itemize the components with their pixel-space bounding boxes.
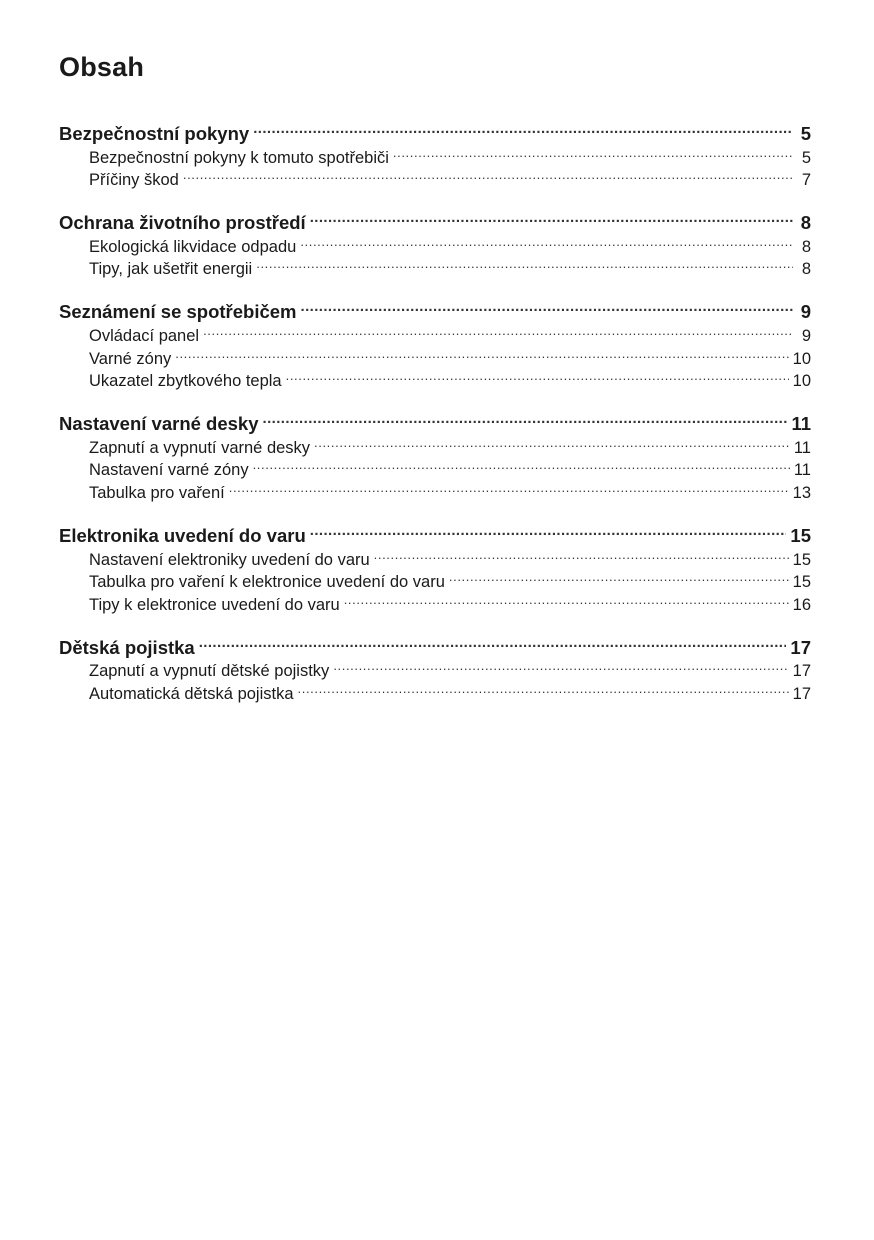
toc-subentry-label: Tipy k elektronice uvedení do varu: [89, 595, 340, 614]
toc-subentry-label: Tabulka pro vaření k elektronice uvedení do varu: [89, 573, 445, 592]
toc-page-number: 8: [800, 212, 811, 234]
dot-leader: [344, 587, 789, 610]
toc-chapter-label: Seznámení se spotřebičem: [59, 301, 297, 323]
toc-subentry-label: Automatická dětská pojistka: [89, 684, 294, 703]
toc-chapter-label: Elektronika uvedení do varu: [59, 524, 306, 546]
toc-section: [59, 630, 811, 703]
toc-page-number: 15: [790, 524, 811, 546]
dot-leader: [374, 542, 789, 565]
toc-subentry-label: Ukazatel zbytkového tepla: [89, 372, 282, 391]
toc-page-number: 17: [790, 636, 811, 658]
dot-leader: [253, 453, 790, 476]
toc-page-number: 15: [792, 573, 811, 592]
toc-chapter-entry[interactable]: [59, 406, 811, 435]
toc-page-number: 15: [792, 550, 811, 569]
toc-section: [59, 205, 811, 279]
toc-subentry-label: Tabulka pro vaření: [89, 483, 225, 502]
toc-subentry-label: Nastavení elektroniky uvedení do varu: [89, 550, 370, 569]
toc-subentry-label: Nastavení varné zóny: [89, 461, 249, 480]
toc-page-number: 9: [800, 301, 811, 323]
toc-page-number: 8: [801, 237, 811, 256]
dot-leader: [314, 430, 790, 453]
toc-chapter-entry[interactable]: [59, 294, 811, 323]
toc-page-number: 7: [801, 171, 811, 190]
toc-page-number: 11: [793, 438, 811, 457]
dot-leader: [449, 565, 789, 588]
dot-leader: [175, 341, 788, 364]
toc-page-number: 9: [801, 326, 811, 345]
toc-page-number: 16: [792, 595, 811, 614]
toc-page-number: 17: [792, 684, 811, 703]
toc-chapter-label: Bezpečnostní pokyny: [59, 123, 250, 144]
dot-leader: [286, 364, 789, 387]
toc-subentry-label: Příčiny škod: [89, 171, 179, 190]
toc-subentry-label: Bezpečnostní pokyny k tomuto spotřebiči: [89, 148, 389, 167]
dot-leader: [333, 654, 788, 677]
dot-leader: [256, 252, 793, 275]
toc-subentry-label: Ekologická likvidace odpadu: [89, 237, 297, 256]
dot-leader: [229, 475, 789, 498]
toc-section: [59, 406, 811, 502]
dot-leader: [300, 229, 793, 252]
dot-leader: [183, 163, 793, 186]
toc-page-number: 10: [792, 372, 811, 391]
toc-page-number: 8: [801, 260, 811, 279]
toc-page-number: 5: [801, 148, 811, 167]
toc-chapter-entry[interactable]: [59, 116, 811, 144]
toc-chapter-label: Ochrana životního prostředí: [59, 212, 306, 234]
dot-leader: [393, 140, 793, 163]
toc-chapter-label: Nastavení varné desky: [59, 413, 259, 435]
toc-subentry-label: Varné zóny: [89, 349, 172, 368]
toc-section: [59, 116, 811, 190]
dot-leader: [253, 116, 793, 140]
table-of-contents: [59, 116, 811, 719]
page-title: Obsah: [59, 52, 145, 82]
toc-page-number: 5: [800, 123, 811, 144]
toc-page-number: 11: [793, 461, 811, 480]
toc-chapter-entry[interactable]: [59, 518, 811, 546]
toc-subentry-label: Ovládací panel: [89, 326, 200, 345]
toc-chapter-label: Dětská pojistka: [59, 636, 195, 658]
toc-page-number: 13: [792, 483, 811, 502]
toc-chapter-entry[interactable]: [59, 205, 811, 234]
dot-leader: [263, 406, 788, 430]
toc-page-number: 11: [791, 413, 811, 435]
dot-leader: [203, 318, 793, 341]
toc-section: [59, 294, 811, 391]
toc-page-number: 17: [792, 662, 811, 681]
dot-leader: [301, 294, 793, 318]
toc-page-number: 10: [792, 349, 811, 368]
dot-leader: [310, 205, 793, 229]
toc-subentry-label: Zapnutí a vypnutí dětské pojistky: [89, 662, 330, 681]
toc-subentry-label: Zapnutí a vypnutí varné desky: [89, 438, 311, 457]
dot-leader: [298, 676, 789, 699]
toc-section: [59, 518, 811, 614]
toc-subentry-label: Tipy, jak ušetřit energii: [89, 260, 253, 279]
toc-chapter-entry[interactable]: [59, 630, 811, 658]
dot-leader: [310, 518, 787, 542]
dot-leader: [199, 630, 787, 654]
